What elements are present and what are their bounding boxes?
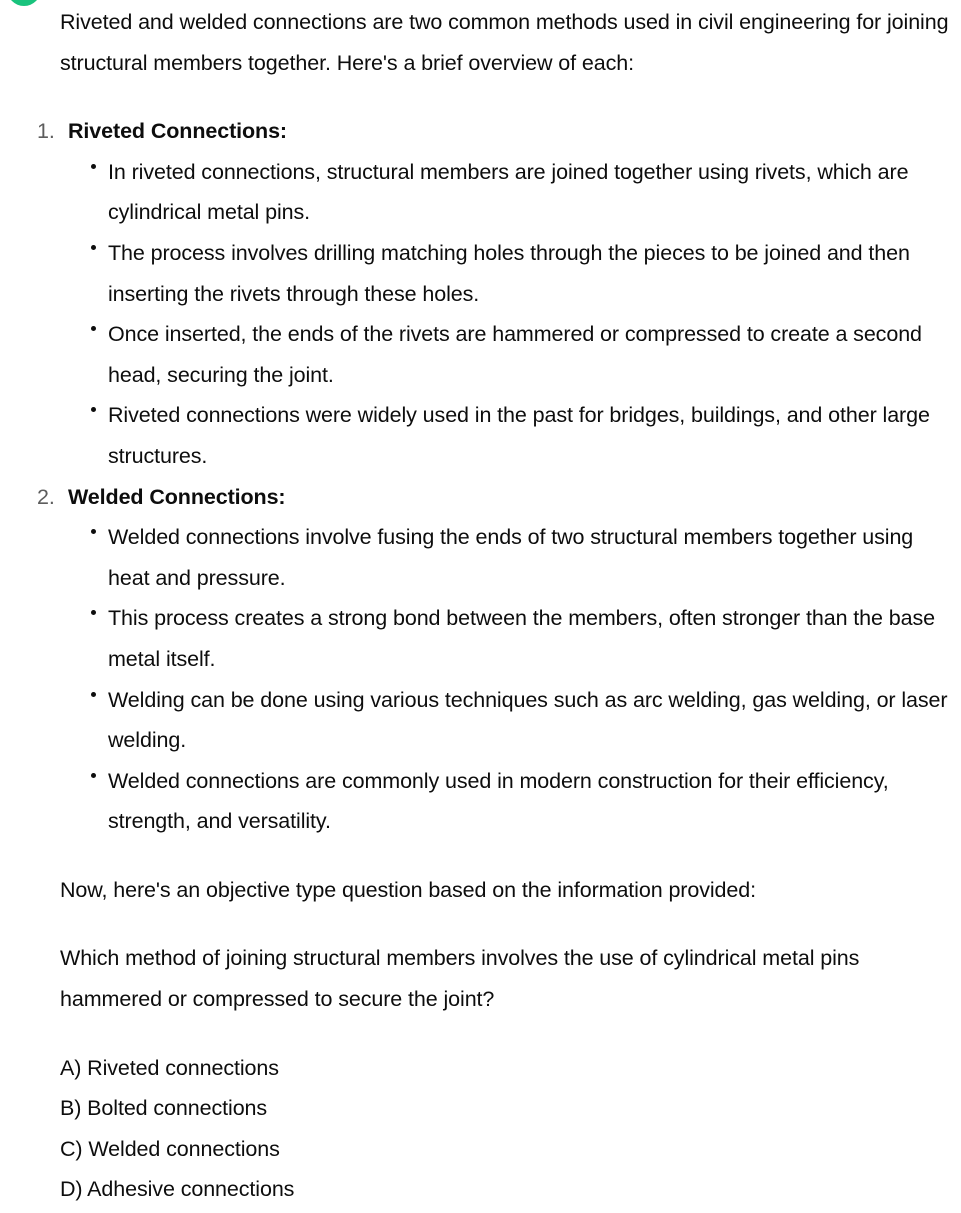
assistant-avatar [7, 0, 41, 6]
bullet-dot [91, 529, 96, 534]
option-a: A) Riveted connections [60, 1055, 279, 1080]
list-item [108, 395, 950, 476]
section-welded [37, 477, 950, 842]
section-number: 1. [37, 119, 55, 144]
list-item [108, 233, 950, 314]
question-text: Which method of joining structural members involves the use of cylindrical metal pins hammered or compressed to secure the joint? [60, 946, 860, 1012]
list-item [108, 598, 950, 679]
point-text: Welded connections involve fusing the ends of two structural members together using heat and pressure. [108, 525, 914, 590]
bullet-dot [91, 692, 96, 697]
answer-options [60, 1048, 950, 1210]
list-item [108, 761, 950, 842]
list-item [108, 680, 950, 761]
assistant-message [37, 0, 950, 1210]
option-b: B) Bolted connections [60, 1096, 268, 1121]
intro-paragraph: Riveted and welded connections are two common methods used in civil engineering for joining structural members together. Here's a brief overview of each: [60, 10, 949, 75]
bullet-dot [91, 773, 96, 778]
list-item [108, 152, 950, 233]
option-d: D) Adhesive connections [60, 1177, 295, 1202]
point-text: In riveted connections, structural members are joined together using rivets, which are cylindrical metal pins. [108, 159, 909, 225]
point-text: Once inserted, the ends of the rivets are hammered or compressed to create a second head, securing the joint. [108, 322, 922, 387]
point-text: Welding can be done using various techniques such as arc welding, gas welding, or laser welding. [108, 687, 948, 753]
point-text: This process creates a strong bond between the members, often stronger than the base metal itself. [108, 606, 935, 671]
bullet-dot [91, 407, 96, 412]
point-text: Welded connections are commonly used in modern construction for their efficiency, strength, and versatility. [108, 768, 889, 834]
point-text: Riveted connections were widely used in the past for bridges, buildings, and other large structures. [108, 403, 930, 468]
connection-types-list [37, 111, 950, 842]
bullet-dot [91, 245, 96, 250]
welded-points [68, 517, 950, 842]
bullet-dot [91, 326, 96, 331]
option-c: C) Welded connections [60, 1136, 280, 1161]
section-heading: Welded Connections: [68, 484, 286, 509]
bullet-dot [91, 610, 96, 615]
point-text: The process involves drilling matching holes through the pieces to be joined and then inserting the rivets through these holes. [108, 240, 910, 306]
list-item [108, 314, 950, 395]
bullet-dot [91, 164, 96, 169]
list-item [108, 517, 950, 598]
section-heading: Riveted Connections: [68, 119, 287, 144]
section-number: 2. [37, 484, 55, 509]
question-intro: Now, here's an objective type question based on the information provided: [60, 877, 756, 902]
riveted-points [68, 152, 950, 477]
section-riveted [37, 111, 950, 476]
